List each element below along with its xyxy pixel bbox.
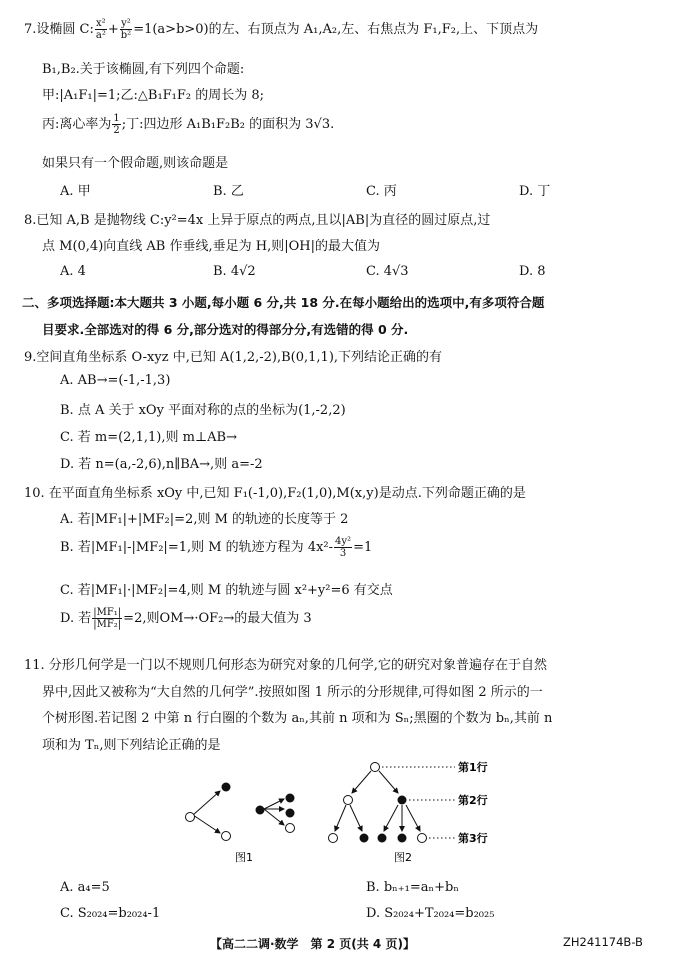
q8-option-d: D. 8 — [519, 264, 546, 279]
q8-line1: 8.已知 A,B 是抛物线 C:y²=4x 上异于原点的两点,且以|AB|为直径的圆过原点,过 — [24, 213, 491, 228]
q9-stem: 9.空间直角坐标系 O-xyz 中,已知 A(1,2,-2),B(0,1,1),下列结论正确的有 — [24, 350, 443, 365]
fig1-black-circle — [286, 809, 295, 818]
q11-option-c: C. S₂₀₂₄=b₂₀₂₄-1 — [60, 906, 161, 921]
y2-over-b2: $\frac{\text{y²}}{\text{b²}}$ — [120, 18, 132, 41]
fig1-black-circle — [256, 806, 265, 815]
fig2-black-circle — [398, 834, 407, 843]
row1-label: 第1行 — [458, 761, 488, 774]
q7-line5: 如果只有一个假命题,则该命题是 — [42, 156, 229, 171]
section2-heading-line1: 二、多项选择题:本大题共 3 小题,每小题 6 分,共 18 分.在每小题给出的选项中,有多项符合题 — [22, 295, 545, 310]
q7-stem-line1: 7.设椭圆 C: $\frac{\text{x²}}{\text{a²}}$ + $\frac{\text{y²}}{\text{b²}}$ =1(a>b>0)的左、右顶点为 A₁,A₂,左、右焦点为 F₁,F₂,上、下顶点为 — [24, 18, 539, 41]
q11-line2: 界中,因此又被称为“大自然的几何学”.按照如图 1 所示的分形规律,可得如图 2 所示的一 — [42, 685, 543, 700]
fig1-white-circle — [186, 813, 195, 822]
one-half: $\frac{1}{2}$ — [113, 113, 120, 136]
page-footer: 【高二二调·数学 第 2 页(共 4 页)】 — [210, 937, 415, 951]
fig2-black-circle — [378, 834, 387, 843]
fig2-caption: 图2 — [394, 851, 412, 864]
q8-option-b: B. 4√2 — [213, 264, 256, 279]
q7-lead: 7.设椭圆 C: — [24, 22, 94, 37]
figure-1 — [186, 783, 295, 865]
q9-option-d: D. 若 n=(a,-2,6),n∥BA→,则 a=-2 — [60, 457, 263, 472]
q7-line3: 甲:|A₁F₁|=1;乙:△B₁F₁F₂ 的周长为 8; — [42, 88, 265, 103]
q7-option-b: B. 乙 — [213, 184, 244, 199]
fig2-white-circle — [344, 796, 353, 805]
q9-option-c: C. 若 m=(2,1,1),则 m⊥AB→ — [60, 430, 237, 445]
q10-option-d: D. 若 $\frac{\text{|MF₁|}}{\text{|MF₂|}}$ =2,则OM→·OF₂→的最大值为 3 — [60, 607, 312, 630]
q8-line2: 点 M(0,4)向直线 AB 作垂线,垂足为 H,则|OH|的最大值为 — [42, 239, 380, 254]
q9-option-a: A. AB→=(-1,-1,3) — [60, 373, 171, 388]
fractal-figures — [170, 755, 515, 870]
q7-option-c: C. 丙 — [366, 184, 397, 199]
section2-heading-line2: 目要求.全部选对的得 6 分,部分选对的得部分分,有选错的得 0 分. — [42, 322, 409, 337]
fig1-white-circle — [286, 824, 295, 833]
fig1-black-circle — [222, 783, 231, 792]
mf1-over-mf2: $\frac{\text{|MF₁|}}{\text{|MF₂|}}$ — [93, 607, 122, 630]
q7-option-d: D. 丁 — [519, 184, 551, 199]
q11-line1: 11. 分形几何学是一门以不规则几何形态为研究对象的几何学,它的研究对象普遍存在于自然 — [24, 658, 547, 673]
x2-over-a2: $\frac{\text{x²}}{\text{a²}}$ — [95, 18, 106, 41]
fig2-white-circle — [329, 834, 338, 843]
q10-option-c: C. 若|MF₁|·|MF₂|=4,则 M 的轨迹与圆 x²+y²=6 有交点 — [60, 583, 393, 598]
q11-option-a: A. a₄=5 — [60, 880, 110, 895]
q11-line4: 项和为 Tₙ,则下列结论正确的是 — [42, 738, 221, 753]
fig1-black-circle — [286, 794, 295, 803]
q7-line2: B₁,B₂.关于该椭圆,有下列四个命题: — [42, 62, 245, 77]
fig2-white-circle — [371, 763, 380, 772]
q10-option-b: B. 若|MF₁|-|MF₂|=1,则 M 的轨迹方程为 4x²- $\frac{\text{4y²}}{3}$ =1 — [60, 536, 373, 559]
fig2-black-circle — [360, 834, 369, 843]
row2-label: 第2行 — [458, 794, 488, 807]
q11-option-b: B. bₙ₊₁=aₙ+bₙ — [366, 880, 459, 895]
q8-option-c: C. 4√3 — [366, 264, 409, 279]
q11-option-d: D. S₂₀₂₄+T₂₀₂₄=b₂₀₂₅ — [366, 906, 495, 921]
row3-label: 第3行 — [458, 832, 488, 845]
fig2-white-circle — [418, 834, 427, 843]
fig2-black-circle — [398, 796, 407, 805]
q9-option-b: B. 点 A 关于 xOy 平面对称的点的坐标为(1,-2,2) — [60, 403, 346, 418]
paper-code: ZH241174B-B — [563, 935, 643, 949]
q10-stem: 10. 在平面直角坐标系 xOy 中,已知 F₁(-1,0),F₂(1,0),M(x,y)是动点.下列命题正确的是 — [24, 486, 526, 501]
fig1-white-circle — [222, 832, 231, 841]
figure-2 — [329, 760, 488, 864]
4y2-over-3: $\frac{\text{4y²}}{3}$ — [335, 536, 352, 559]
q11-line3: 个树形图.若记图 2 中第 n 行白圈的个数为 aₙ,其前 n 项和为 Sₙ;黑圈的个数为 bₙ,其前 n — [42, 711, 553, 726]
q10-option-a: A. 若|MF₁|+|MF₂|=2,则 M 的轨迹的长度等于 2 — [60, 512, 349, 527]
q7-line4: 丙:离心率为 $\frac{1}{2}$ ;丁:四边形 A₁B₁F₂B₂ 的面积为 3√3. — [42, 113, 335, 136]
q7-option-a: A. 甲 — [60, 184, 91, 199]
fig1-caption: 图1 — [235, 851, 253, 864]
q8-option-a: A. 4 — [60, 264, 86, 279]
